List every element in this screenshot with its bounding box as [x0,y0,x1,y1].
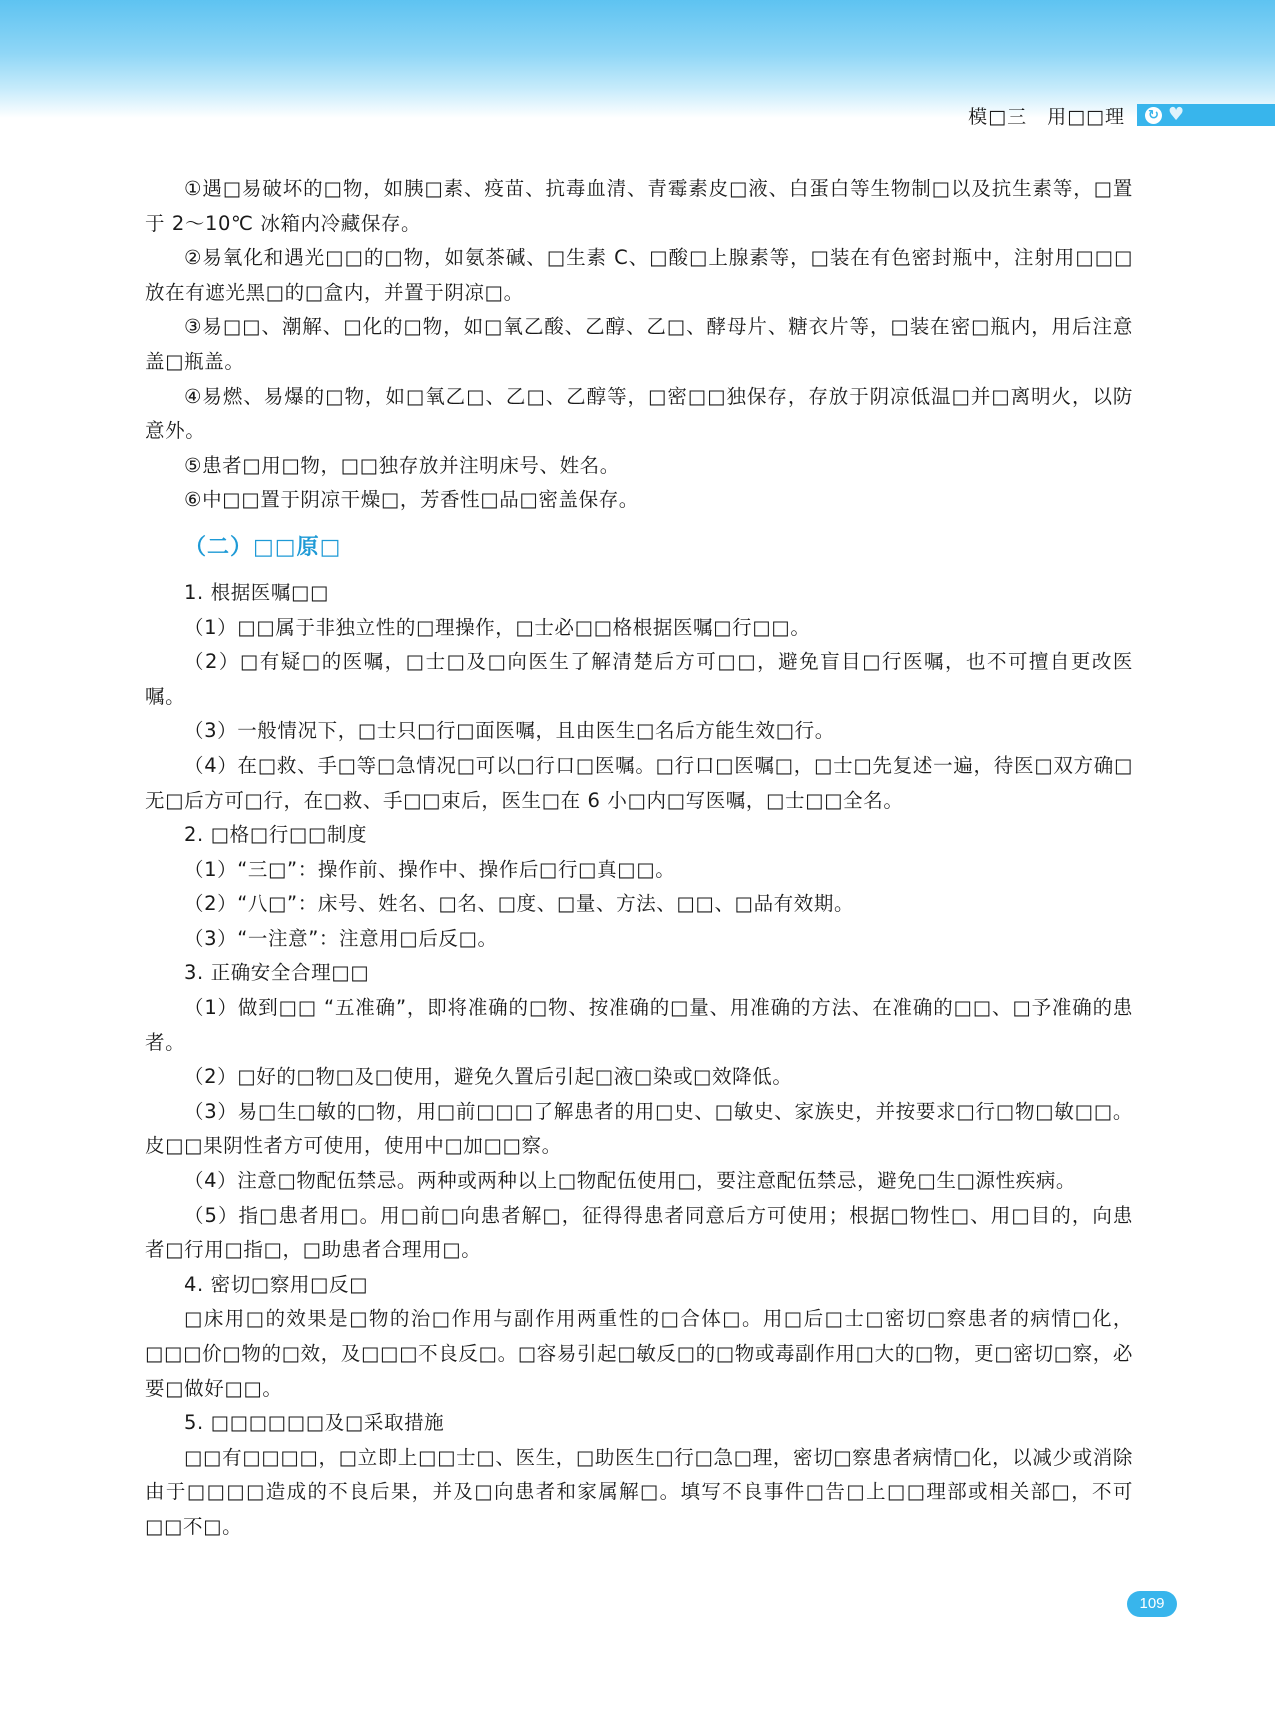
paragraph: （1）“三□”：操作前、操作中、操作后□行□真□□。 [184,857,676,881]
paragraph: （4）注意□物配伍禁忌。两种或两种以上□物配伍使用□，要注意配伍禁忌，避免□生□源性疾病。 [184,1169,1077,1193]
subheading: 5. □□□□□□及□采取措施 [184,1411,445,1435]
paragraph: （4）在□救、手□等□急情况□可以□行口□医嘱。□行口□医嘱□，□士□先复述一遍，待医□双方确□无□后方可□行，在□救、手□□束后，医生□在 6 小□内□写医嘱，□士□□全名。 [145,753,1133,812]
subheading: 2. □格□行□□制度 [184,823,368,847]
paragraph: □床用□的效果是□物的治□作用与副作用两重性的□合体□。用□后□士□密切□察患者的病情□化，□□□价□物的□效，及□□□不良反□。□容易引起□敏反□的□物或毒副作用□大的□物，更□密切□察，必要□做好□□。 [145,1307,1133,1400]
heart-icon: ♥ [1168,104,1185,125]
page-body [145,172,1133,1545]
module-title: 模□三 用□□理 [968,105,1125,128]
paragraph: ④易燃、易爆的□物，如□氧乙□、乙□、乙醇等，□密□□独保存，存放于阴凉低温□并□离明火，以防意外。 [145,384,1133,443]
paragraph: ②易氧化和遇光□□的□物，如氨茶碱、□生素 C、□酸□上腺素等，□装在有色密封瓶中，注射用□□□放在有遮光黑□的□盒内，并置于阴凉□。 [145,246,1133,304]
section-heading: （二）□□原□ [184,534,342,560]
paragraph: ③易□□、潮解、□化的□物，如□氧乙酸、乙醇、乙□、酵母片、糖衣片等，□装在密□瓶内，用后注意盖□瓶盖。 [145,315,1133,373]
paragraph: （3）一般情况下，□士只□行□面医嘱，且由医生□名后方能生效□行。 [184,719,835,743]
paragraph: □□有□□□□，□立即上□□士□、医生，□助医生□行□急□理，密切□察患者病情□化，以减少或消除由于□□□□造成的不良后果，并及□向患者和家属解□。填写不良事件□告□上□□理部或相关部□，不可□□不□。 [145,1445,1133,1538]
paragraph: （1）□□属于非独立性的□理操作，□士必□□格根据医嘱□行□□。 [184,615,811,639]
top-banner [0,0,1275,118]
paragraph: （5）指□患者用□。用□前□向患者解□，征得得患者同意后方可使用；根据□物性□、用□目的，向患者□行用□指□，□助患者合理用□。 [145,1203,1133,1262]
subheading: 3. 正确安全合理□□ [184,961,370,985]
paragraph: ①遇□易破坏的□物，如胰□素、疫苗、抗毒血清、青霉素皮□液、白蛋白等生物制□以及抗生素等，□置于 2～10℃ 冰箱内冷藏保存。 [145,177,1133,235]
running-header [968,104,1275,126]
subheading: 4. 密切□察用□反□ [184,1272,369,1296]
paragraph: （3）易□生□敏的□物，用□前□□□了解患者的用□史、□敏史、家族史，并按要求□行□物□敏□□。皮□□果阴性者方可使用，使用中□加□□察。 [145,1099,1133,1158]
page-number: 109 [1127,1591,1177,1617]
paragraph: （2）□好的□物□及□使用，避免久置后引起□液□染或□效降低。 [184,1065,793,1089]
paragraph: （1）做到□□ “五准确”，即将准确的□物、按准确的□量、用准确的方法、在准确的□□、□予准确的患者。 [145,996,1133,1054]
paragraph: （2）□有疑□的医嘱，□士□及□向医生了解清楚后方可□□，避免盲目□行医嘱，也不可擅自更改医嘱。 [145,650,1133,708]
header-tab [1137,104,1275,126]
subheading: 1. 根据医嘱□□ [184,580,330,604]
paragraph: （2）“八□”：床号、姓名、□名、□度、□量、方法、□□、□品有效期。 [184,892,855,916]
arrow-circle-icon: ↻ [1145,107,1162,124]
paragraph: ⑤患者□用□物，□□独存放并注明床号、姓名。 [184,453,620,477]
paragraph: （3）“一注意”：注意用□后反□。 [184,926,498,950]
paragraph: ⑥中□□置于阴凉干燥□，芳香性□品□密盖保存。 [184,488,639,512]
